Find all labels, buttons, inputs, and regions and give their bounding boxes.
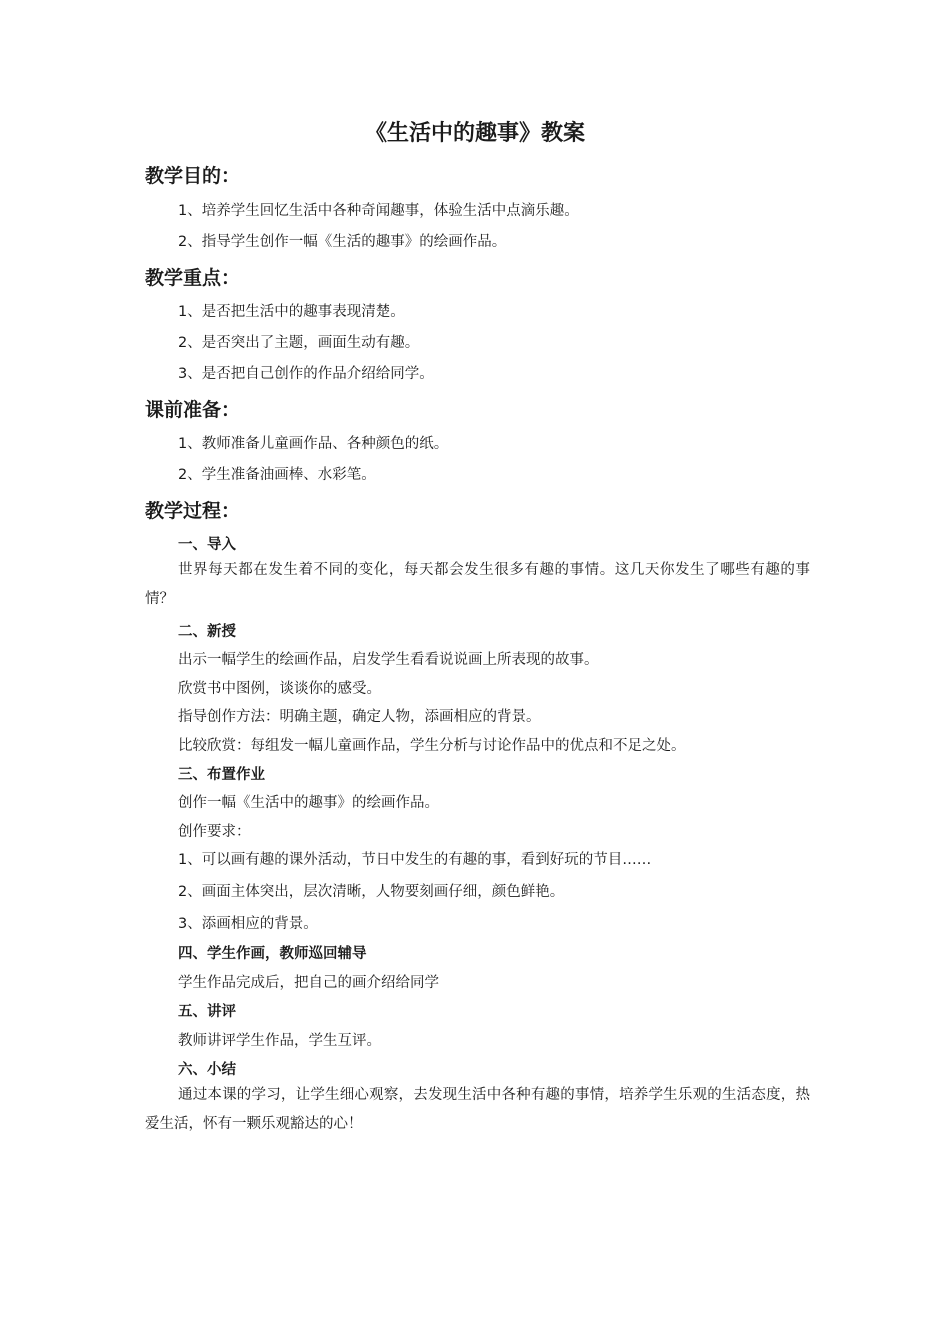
new-lesson-item: 指导创作方法：明确主题，确定人物，添画相应的背景。 [178,709,541,725]
preparation-heading: 课前准备： [145,399,241,421]
process-heading: 教学过程： [145,500,241,522]
homework-heading: 三、布置作业 [178,767,265,783]
intro-heading: 一、导入 [178,537,236,553]
homework-item: 2、画面主体突出，层次清晰，人物要刻画仔细，颜色鲜艳。 [178,884,565,900]
objective-item: 1、培养学生回忆生活中各种奇闻趣事，体验生活中点滴乐趣。 [178,203,579,219]
intro-paragraph: 世界每天都在发生着不同的变化，每天都会发生很多有趣的事情。这几天你发生了哪些有趣的事情？ [145,562,810,607]
homework-item: 创作一幅《生活中的趣事》的绘画作品。 [178,795,439,811]
objectives-heading: 教学目的： [145,165,241,187]
summary-paragraph: 通过本课的学习，让学生细心观察，去发现生活中各种有趣的事情，培养学生乐观的生活态度，热爱生活，怀有一颗乐观豁达的心！ [145,1087,810,1132]
key-point-item: 2、是否突出了主题，画面生动有趣。 [178,335,420,351]
new-lesson-item: 出示一幅学生的绘画作品，启发学生看看说说画上所表现的故事。 [178,652,599,668]
homework-item: 3、添画相应的背景。 [178,916,318,932]
homework-item: 1、可以画有趣的课外活动，节日中发生的有趣的事，看到好玩的节目…… [178,852,652,868]
review-heading: 五、讲评 [178,1004,236,1020]
key-point-item: 1、是否把生活中的趣事表现清楚。 [178,304,405,320]
objective-item: 2、指导学生创作一幅《生活的趣事》的绘画作品。 [178,234,507,250]
key-point-item: 3、是否把自己创作的作品介绍给同学。 [178,366,434,382]
new-lesson-heading: 二、新授 [178,624,236,640]
new-lesson-item: 欣赏书中图例，谈谈你的感受。 [178,681,381,697]
drawing-heading: 四、学生作画，教师巡回辅导 [178,946,367,962]
key-points-heading: 教学重点： [145,267,241,289]
new-lesson-item: 比较欣赏：每组发一幅儿童画作品，学生分析与讨论作品中的优点和不足之处。 [178,738,686,754]
preparation-item: 2、学生准备油画棒、水彩笔。 [178,467,376,483]
drawing-text: 学生作品完成后，把自己的画介绍给同学 [178,975,439,991]
homework-item: 创作要求： [178,824,251,840]
document-title: 《生活中的趣事》教案 [364,121,585,146]
summary-heading: 六、小结 [178,1062,236,1078]
preparation-item: 1、教师准备儿童画作品、各种颜色的纸。 [178,436,449,452]
review-text: 教师讲评学生作品，学生互评。 [178,1033,381,1049]
